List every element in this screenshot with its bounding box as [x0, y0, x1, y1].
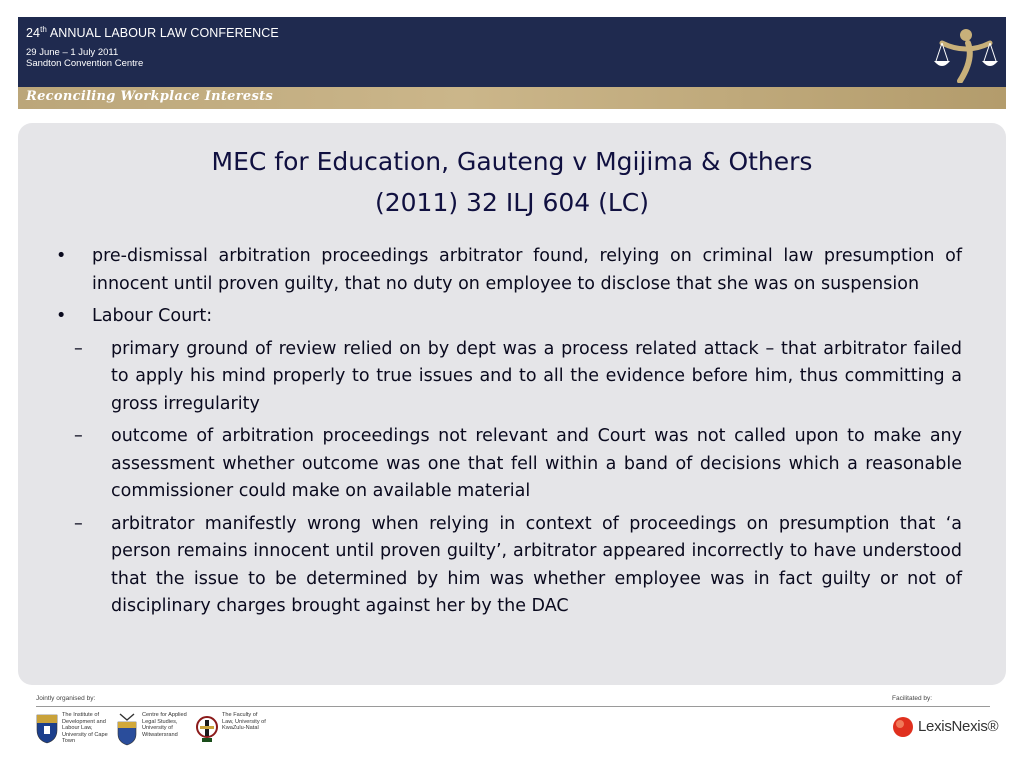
slide-title-line-1: MEC for Education, Gauteng v Mgijima & Others: [211, 147, 813, 176]
conference-details: [26, 47, 143, 69]
conference-venue: Sandton Convention Centre: [26, 58, 144, 69]
uct-crest-icon: [36, 714, 58, 744]
conference-banner: [18, 17, 1006, 87]
org-uct-text: The Institute of Development and Labour Law, University of Cape Town: [62, 712, 108, 745]
ukzn-crest-icon: [196, 714, 218, 744]
conference-title: 24th ANNUAL LABOUR LAW CONFERENCE: [26, 25, 279, 41]
sub-bullet-marker: –: [74, 338, 83, 359]
sub-bullet-text: arbitrator manifestly wrong when relying in context of proceedings on presumption that ‘a person remains innocent until proven guilty’, arbitrator appeared incorrectly to have understood that the issue to be determined by him was whether employee was in fact guilty or not of disciplinary charges brought against her by the DAC: [111, 513, 962, 616]
slide-body: [56, 243, 962, 626]
sponsor-name: LexisNexis®: [918, 718, 999, 735]
sub-bullet-marker: –: [74, 513, 83, 534]
wits-crest-icon: [116, 712, 138, 746]
organised-by-label: Jointly organised by:: [36, 695, 96, 702]
facilitated-by-label: Facilitated by:: [892, 695, 933, 702]
footer-divider: [36, 706, 990, 707]
bullet-marker: •: [56, 306, 67, 326]
sub-bullet-text: primary ground of review relied on by dept was a process related attack – that arbitrator failed to apply his mind properly to true issues and to all the evidence before him, thus committing a gross irregularity: [111, 338, 962, 414]
sub-bullet-item: [56, 511, 962, 621]
sub-bullet-marker: –: [74, 426, 83, 446]
bullet-item: [56, 303, 962, 331]
slide-panel: [18, 123, 1006, 685]
bullet-marker: •: [56, 246, 67, 266]
org-wits-text: Centre for Applied Legal Studies, University of Witwatersrand: [142, 712, 187, 738]
slide-title: [18, 141, 1006, 223]
org-ukzn-text: The Faculty of Law, University of KwaZulu-Natal: [222, 712, 266, 732]
conference-dates: 29 June – 1 July 2011: [26, 47, 119, 58]
sub-bullet-item: [56, 423, 962, 506]
scales-of-justice-icon: [932, 21, 1000, 83]
bullet-text: Labour Court:: [92, 306, 213, 326]
bullet-item: [56, 243, 962, 298]
tagline-bar: [18, 87, 1006, 109]
lexisnexis-globe-icon: [892, 716, 914, 738]
bullet-text: pre-dismissal arbitration proceedings arbitrator found, relying on criminal law presumption of innocent until proven guilty, that no duty on employee to disclose that she was on suspension: [92, 246, 962, 294]
sub-bullet-item: [56, 336, 962, 419]
slide-title-line-2: (2011) 32 ILJ 604 (LC): [374, 188, 649, 217]
sub-bullet-text: outcome of arbitration proceedings not relevant and Court was not called upon to make any assessment whether outcome was one that fell within a band of decisions which a reasonable commissioner could make on available material: [111, 426, 962, 501]
tagline: Reconciling Workplace Interests: [26, 89, 274, 104]
